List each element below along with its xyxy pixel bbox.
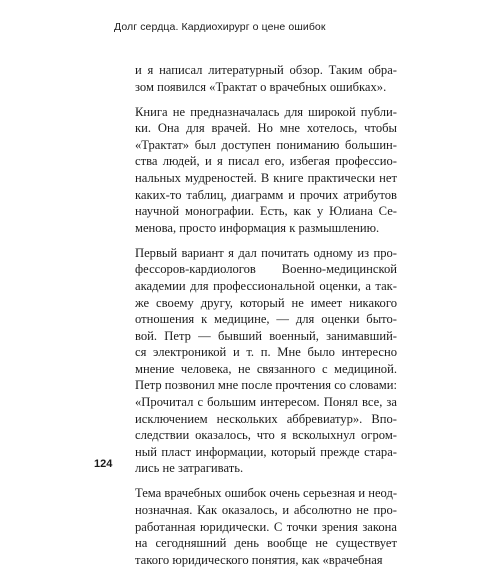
text-line: менова, просто информация к размышлению. — [135, 220, 380, 235]
text-line: вой. Петр — бывший военный, занимавший- — [135, 328, 397, 343]
text-line: академии для профессиональной оценки, а так- — [135, 278, 397, 293]
page-number: 124 — [94, 458, 113, 470]
text-line: ный пласт информации, который прежде стара- — [135, 444, 397, 459]
text-line: исключением нескольких аббревиатур». Впо- — [135, 411, 397, 426]
text-line: мнение человека, не связанного с медициной. — [135, 361, 397, 376]
text-line: Тема врачебных ошибок очень серьезная и неод- — [135, 486, 398, 501]
paragraph — [135, 245, 397, 477]
text-line: следствии оказалось, что я всколыхнул огром- — [135, 428, 397, 443]
paragraph — [135, 62, 397, 95]
text-line: Первый вариант я дал почитать одному из про- — [135, 245, 397, 260]
text-line: «Прочитал с большим интересом. Понял все, за — [135, 395, 397, 410]
text-line: и я написал литературный обзор. Таким обра- — [135, 63, 397, 77]
text-line: фессоров-кардиологов Военно-медицинской — [135, 262, 397, 277]
text-line: научной монографии. Есть, как у Юлиана Се- — [135, 204, 397, 219]
text-line: лись не затрагивать. — [135, 461, 244, 476]
text-line: же своему другу, который не имеет никакого — [135, 295, 397, 310]
text-line: нозначная. Как оказалось, и абсолютно не про- — [135, 503, 397, 518]
text-line: ки. Она для врачей. Но мне хотелось, чтобы — [135, 121, 397, 136]
text-line: каких-то таблиц, диаграмм и прочих атрибутов — [135, 187, 397, 202]
text-line: нальных мудреностей. В книге практически нет — [135, 170, 397, 185]
running-head: Долг сердца. Кардиохирург о цене ошибок — [114, 21, 326, 33]
text-line: «Трактат» был доступен пониманию большин- — [135, 137, 397, 152]
text-line: ся электроникой и т. п. Мне было интересно — [135, 345, 397, 360]
text-line: работанная юридически. С точки зрения закона — [135, 519, 397, 534]
text-line: такого юридического понятия, как «врачебная — [135, 552, 383, 567]
paragraph — [135, 485, 397, 568]
text-line: Петр позвонил мне после прочтения со словами: — [135, 378, 397, 393]
text-line: зом появился «Трактат о врачебных ошибках». — [135, 79, 387, 94]
text-line: на сегодняшний день вообще не существует — [135, 536, 397, 551]
paragraph — [135, 104, 397, 237]
text-line: ства людей, и я писал его, избегая профессио- — [135, 154, 397, 169]
text-line: Книга не предназначалась для широкой публи- — [135, 104, 397, 119]
text-line: отношения к медицине, — для оценки быто- — [135, 312, 397, 327]
